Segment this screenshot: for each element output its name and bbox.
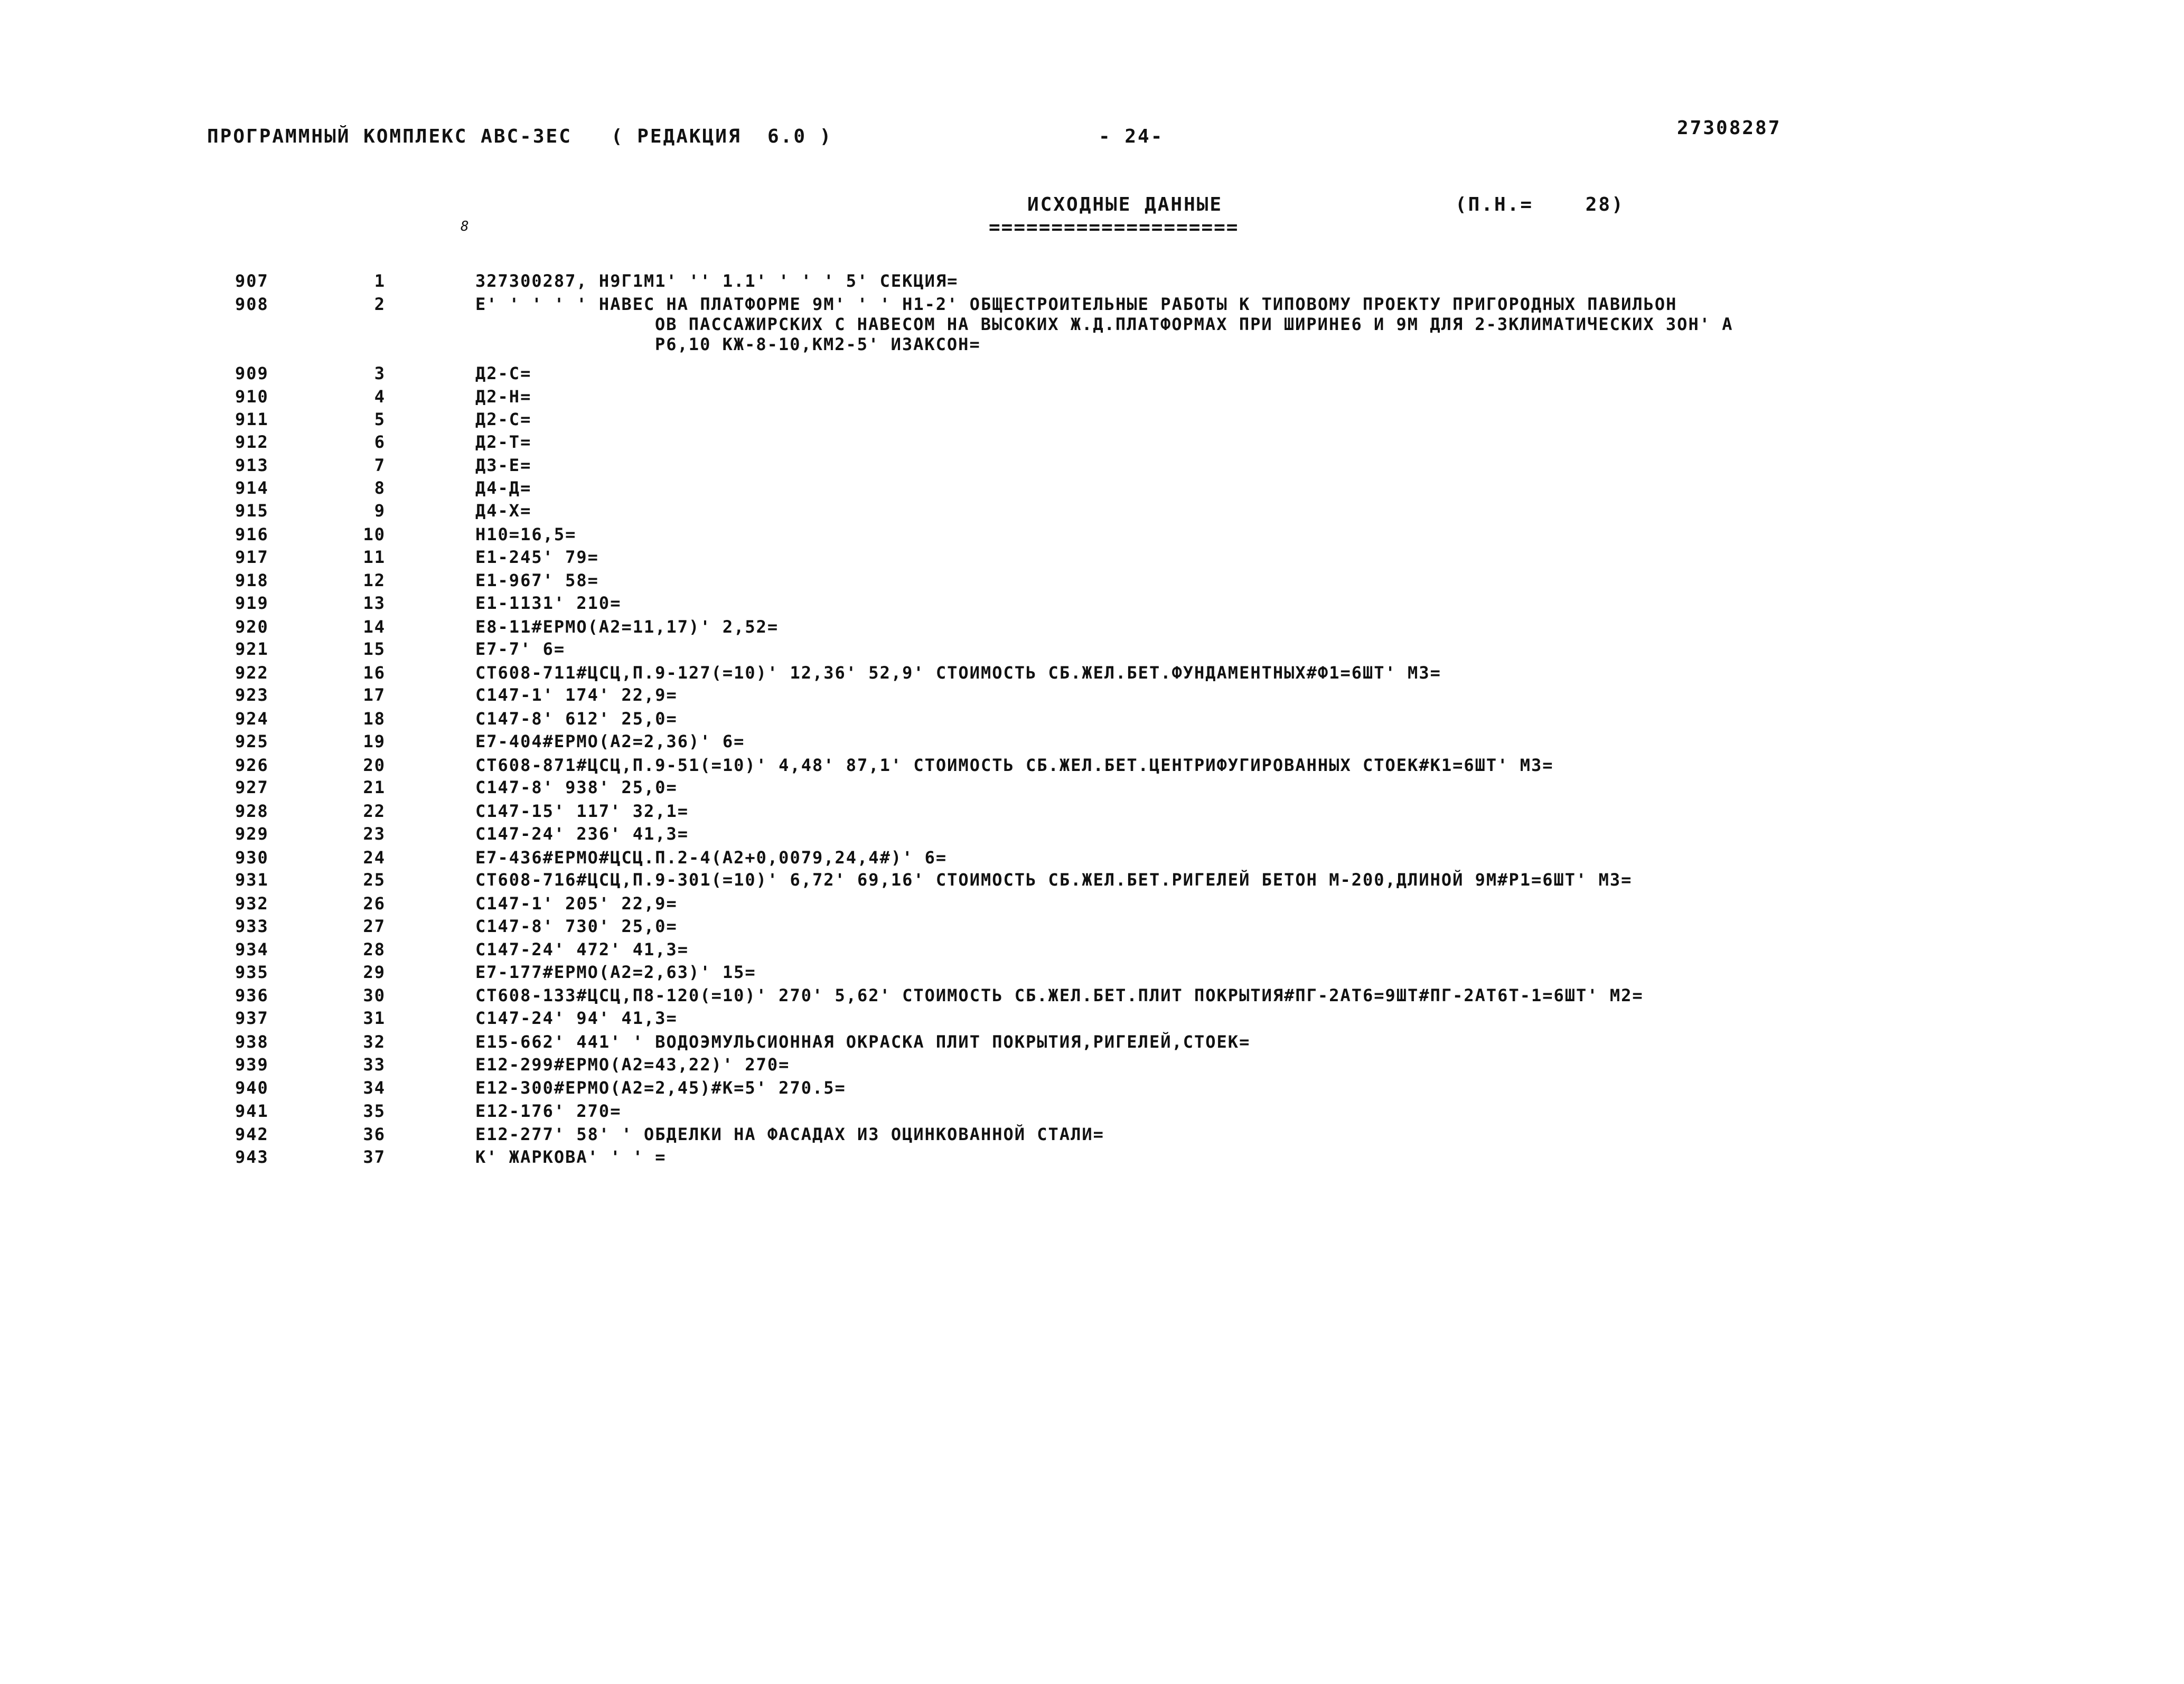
row-text (475, 848, 947, 868)
row-sequence-number: 18 (363, 709, 386, 729)
row-line-number: 917 (235, 547, 269, 567)
row-text (475, 755, 1554, 775)
row-text-line: Е12-300#ЕРМО(А2=2,45)#К=5' 270.5= (475, 1078, 846, 1098)
row-sequence-number: 26 (363, 893, 386, 914)
section-title: ИСХОДНЫЕ ДАННЫЕ (1027, 194, 1223, 215)
row-line-number: 923 (235, 685, 269, 705)
row-line-number: 940 (235, 1078, 269, 1098)
row-line-number: 907 (235, 271, 269, 291)
section-title-underline: ==================== (989, 217, 1239, 238)
row-sequence-number: 20 (363, 755, 386, 775)
row-text (475, 524, 576, 544)
row-text (475, 639, 565, 659)
row-sequence-number: 9 (374, 501, 386, 521)
row-line-number: 942 (235, 1124, 269, 1144)
row-text-line: Е15-662' 441' ' ВОДОЭМУЛЬСИОННАЯ ОКРАСКА ПЛИТ ПОКРЫТИЯ,РИГЕЛЕЙ,СТОЕК= (475, 1032, 1251, 1052)
row-sequence-number: 14 (363, 617, 386, 637)
row-line-number: 926 (235, 755, 269, 775)
row-text-line: Е1-245' 79= (475, 547, 599, 567)
row-text (475, 663, 1441, 683)
row-text (475, 709, 678, 729)
row-line-number: 928 (235, 801, 269, 821)
row-line-number: 914 (235, 478, 269, 498)
row-text (475, 1032, 1250, 1052)
row-line-number: 916 (235, 524, 269, 544)
row-sequence-number: 25 (363, 870, 386, 890)
row-line-number: 937 (235, 1008, 269, 1028)
row-text (475, 501, 531, 521)
row-text-line: Д2-С= (475, 363, 532, 383)
row-text (475, 271, 958, 291)
row-text-line: С147-24' 236' 41,3= (475, 824, 689, 844)
row-text-line: Е7-177#ЕРМО(А2=2,63)' 15= (475, 962, 756, 982)
page-number: - 24- (1099, 126, 1164, 147)
row-text (475, 916, 678, 936)
row-text-line: Е7-404#ЕРМО(А2=2,36)' 6= (475, 731, 745, 751)
margin-mark: 8 (461, 219, 469, 234)
row-text (475, 731, 745, 751)
row-sequence-number: 22 (363, 801, 386, 821)
row-sequence-number: 32 (363, 1032, 386, 1052)
row-text-line: Е1-967' 58= (475, 570, 599, 590)
row-sequence-number: 4 (374, 387, 386, 407)
row-text-line: С147-1' 174' 22,9= (475, 685, 678, 705)
row-text (475, 294, 1733, 354)
pn-label: (П.Н.= 28) (1455, 194, 1625, 215)
row-sequence-number: 28 (363, 939, 386, 959)
row-sequence-number: 8 (374, 478, 386, 498)
row-line-number: 908 (235, 294, 269, 314)
row-sequence-number: 27 (363, 916, 386, 936)
row-text-continuation: ОВ ПАССАЖИРСКИХ С НАВЕСОМ НА ВЫСОКИХ Ж.Д.ПЛАТФОРМАХ ПРИ ШИРИНЕ6 И 9М ДЛЯ 2-3КЛИМАТИЧЕСКИХ ЗОН' А (655, 314, 1733, 334)
row-text-line: Е' ' ' ' ' НАВЕС НА ПЛАТФОРМЕ 9М' ' ' Н1-2' ОБЩЕСТРОИТЕЛЬНЫЕ РАБОТЫ К ТИПОВОМУ ПРОЕКТУ ПРИГОРОДНЫХ ПАВИЛЬОН (475, 294, 1677, 314)
row-text (475, 387, 531, 407)
row-text (475, 455, 531, 475)
row-text-line: С147-8' 730' 25,0= (475, 916, 678, 936)
row-line-number: 910 (235, 387, 269, 407)
row-text-line: Е1-1131' 210= (475, 593, 622, 613)
row-text-line: Е12-176' 270= (475, 1101, 622, 1121)
row-sequence-number: 23 (363, 824, 386, 844)
row-text-line: СТ608-871#ЦСЦ,П.9-51(=10)' 4,48' 87,1' СТОИМОСТЬ СБ.ЖЕЛ.БЕТ.ЦЕНТРИФУГИРОВАННЫХ СТОЕК#К1=6ШТ' М3= (475, 755, 1554, 775)
row-line-number: 935 (235, 962, 269, 982)
row-text (475, 962, 756, 982)
row-text-line: Е12-299#ЕРМО(А2=43,22)' 270= (475, 1055, 790, 1075)
row-line-number: 911 (235, 409, 269, 429)
row-sequence-number: 16 (363, 663, 386, 683)
row-sequence-number: 11 (363, 547, 386, 567)
row-line-number: 913 (235, 455, 269, 475)
row-sequence-number: 36 (363, 1124, 386, 1144)
row-line-number: 909 (235, 363, 269, 383)
row-line-number: 918 (235, 570, 269, 590)
row-text (475, 478, 531, 498)
row-sequence-number: 33 (363, 1055, 386, 1075)
row-line-number: 929 (235, 824, 269, 844)
row-line-number: 919 (235, 593, 269, 613)
row-line-number: 925 (235, 731, 269, 751)
row-text (475, 570, 599, 590)
row-text (475, 1147, 667, 1167)
row-text-line: Д2-Н= (475, 387, 532, 407)
row-line-number: 930 (235, 848, 269, 868)
row-sequence-number: 10 (363, 524, 386, 544)
row-line-number: 936 (235, 985, 269, 1005)
row-line-number: 921 (235, 639, 269, 659)
row-sequence-number: 37 (363, 1147, 386, 1167)
row-text (475, 777, 678, 797)
row-text (475, 409, 531, 429)
row-line-number: 920 (235, 617, 269, 637)
row-text-continuation: Р6,10 КЖ-8-10,КМ2-5' ИЗАКСОН= (655, 334, 981, 354)
row-text-line: Д3-Е= (475, 455, 532, 475)
row-text (475, 432, 531, 452)
row-text (475, 593, 621, 613)
row-text-line: Д4-Х= (475, 501, 532, 521)
row-sequence-number: 17 (363, 685, 386, 705)
row-line-number: 938 (235, 1032, 269, 1052)
row-text (475, 547, 599, 567)
row-sequence-number: 7 (374, 455, 386, 475)
row-sequence-number: 1 (374, 271, 386, 291)
row-text-line: СТ608-133#ЦСЦ,П8-120(=10)' 270' 5,62' СТОИМОСТЬ СБ.ЖЕЛ.БЕТ.ПЛИТ ПОКРЫТИЯ#ПГ-2АТ6=9ШТ#ПГ-2АТ6Т-1=6ШТ' М2= (475, 985, 1644, 1005)
row-line-number: 941 (235, 1101, 269, 1121)
row-text-line: СТ608-711#ЦСЦ,П.9-127(=10)' 12,36' 52,9' СТОИМОСТЬ СБ.ЖЕЛ.БЕТ.ФУНДАМЕНТНЫХ#Ф1=6ШТ' М3= (475, 663, 1441, 683)
row-sequence-number: 13 (363, 593, 386, 613)
row-sequence-number: 2 (374, 294, 386, 314)
row-text-line: Е8-11#ЕРМО(А2=11,17)' 2,52= (475, 617, 779, 637)
row-text (475, 617, 779, 637)
row-text-line: С147-8' 938' 25,0= (475, 777, 678, 797)
row-text-line: Д2-Т= (475, 432, 532, 452)
row-text (475, 939, 689, 959)
row-sequence-number: 5 (374, 409, 386, 429)
row-sequence-number: 30 (363, 985, 386, 1005)
row-line-number: 922 (235, 663, 269, 683)
row-sequence-number: 31 (363, 1008, 386, 1028)
row-line-number: 934 (235, 939, 269, 959)
row-text (475, 1008, 678, 1028)
row-sequence-number: 24 (363, 848, 386, 868)
row-sequence-number: 21 (363, 777, 386, 797)
row-text (475, 893, 678, 914)
row-sequence-number: 6 (374, 432, 386, 452)
row-line-number: 915 (235, 501, 269, 521)
row-text-line: К' ЖАРКОВА' ' ' = (475, 1147, 667, 1167)
row-text-line: С147-24' 94' 41,3= (475, 1008, 678, 1028)
document-code: 27308287 (1677, 117, 1782, 139)
row-text-line: С147-15' 117' 32,1= (475, 801, 689, 821)
row-text (475, 985, 1644, 1005)
row-line-number: 924 (235, 709, 269, 729)
row-text (475, 685, 678, 705)
row-text (475, 1101, 621, 1121)
row-sequence-number: 15 (363, 639, 386, 659)
row-line-number: 931 (235, 870, 269, 890)
row-sequence-number: 35 (363, 1101, 386, 1121)
row-text-line: СТ608-716#ЦСЦ,П.9-301(=10)' 6,72' 69,16' СТОИМОСТЬ СБ.ЖЕЛ.БЕТ.РИГЕЛЕЙ БЕТОН М-200,ДЛИНОЙ 9М#Р1=6ШТ' М3= (475, 870, 1633, 890)
program-header: ПРОГРАММНЫЙ КОМПЛЕКС АВС-ЗЕС ( РЕДАКЦИЯ 6.0 ) (207, 126, 833, 147)
row-sequence-number: 19 (363, 731, 386, 751)
row-text-line: Д4-Д= (475, 478, 532, 498)
row-text-line: С147-8' 612' 25,0= (475, 709, 678, 729)
row-sequence-number: 12 (363, 570, 386, 590)
row-text (475, 824, 689, 844)
row-line-number: 943 (235, 1147, 269, 1167)
row-text (475, 1055, 790, 1075)
row-sequence-number: 34 (363, 1078, 386, 1098)
row-sequence-number: 3 (374, 363, 386, 383)
row-line-number: 912 (235, 432, 269, 452)
row-text-line: Н10=16,5= (475, 524, 577, 544)
row-text-line: Е7-436#ЕРМО#ЦСЦ.П.2-4(А2+0,0079,24,4#)' 6= (475, 848, 948, 868)
row-text-line: С147-24' 472' 41,3= (475, 939, 689, 959)
row-text (475, 801, 689, 821)
row-sequence-number: 29 (363, 962, 386, 982)
row-text-line: Е12-277' 58' ' ОБДЕЛКИ НА ФАСАДАХ ИЗ ОЦИНКОВАННОЙ СТАЛИ= (475, 1124, 1104, 1144)
row-text-line: С147-1' 205' 22,9= (475, 893, 678, 914)
row-text (475, 363, 531, 383)
row-text-line: Д2-С= (475, 409, 532, 429)
row-line-number: 932 (235, 893, 269, 914)
row-line-number: 927 (235, 777, 269, 797)
row-text (475, 1078, 846, 1098)
row-text-line: 327300287, Н9Г1М1' '' 1.1' ' ' ' 5' СЕКЦИЯ= (475, 271, 959, 291)
row-text (475, 870, 1632, 890)
row-text-line: Е7-7' 6= (475, 639, 566, 659)
row-text (475, 1124, 1104, 1144)
row-line-number: 933 (235, 916, 269, 936)
row-line-number: 939 (235, 1055, 269, 1075)
